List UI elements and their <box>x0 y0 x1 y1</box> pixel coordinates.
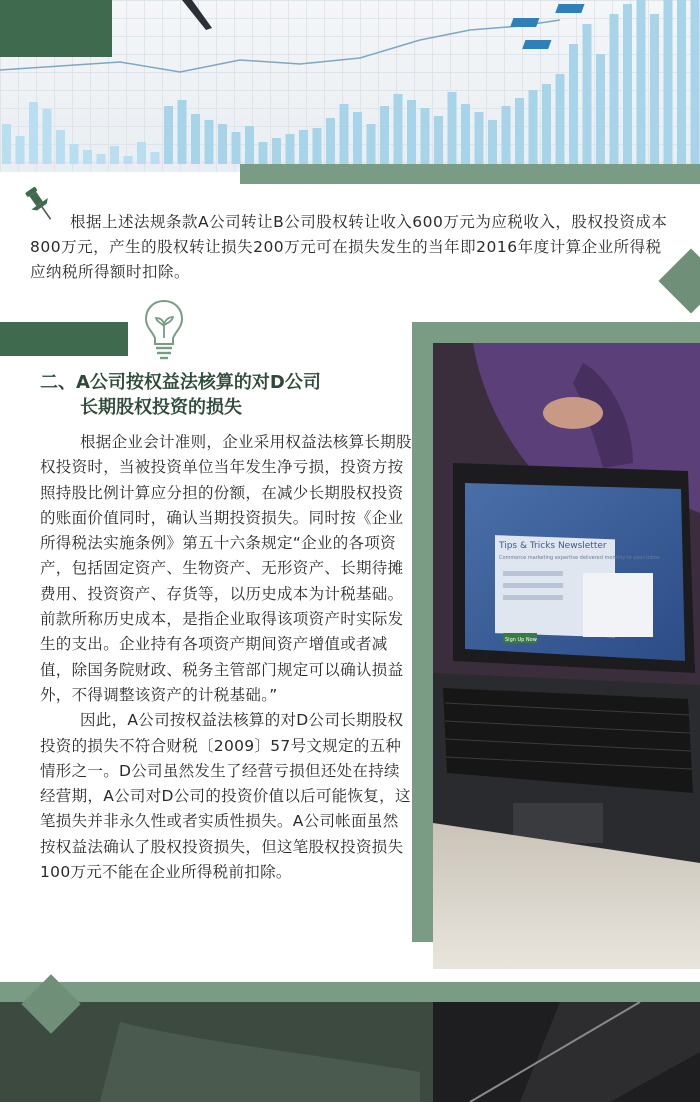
banner-bar <box>623 4 632 164</box>
banner-bar <box>434 116 443 164</box>
banner-bar <box>205 120 214 164</box>
banner-bar <box>137 142 146 164</box>
body-paragraph-1: 根据企业会计准则，企业采用权益法核算长期股权投资时，当被投资单位当年发生净亏损，投资方按照持股比例计算应分担的份额，在减少长期股权投资的账面价值同时，确认当期投资损失。同时按《企业所得税法实施条例》第五十六条规定“企业的各项资产，包括固定资产、生物资产、无形资产、长期待摊费用、投资资产、存货等，以历史成本为计税基础。前款所称历史成本，是指企业取得该项资产时实际发生的支出。企业持有各项资产期间资产增值或者减值，除国务院财政、税务主管部门规定可以确认损益外，不得调整该资产的计税基础。” <box>40 433 412 704</box>
banner-bar <box>691 0 700 164</box>
banner-bar <box>610 14 619 164</box>
banner-bar <box>218 124 227 164</box>
banner-bar <box>56 130 65 164</box>
banner-bar <box>407 100 416 164</box>
banner-bar <box>232 132 241 164</box>
banner-bar <box>664 0 673 164</box>
banner-bar <box>340 104 349 164</box>
banner-bar <box>677 0 686 164</box>
intro-paragraph: 根据上述法规条款A公司转让B公司股权转让收入600万元为应税收入，股权投资成本800万元，产生的股权转让损失200万元可在损失发生的当年即2016年度计算企业所得税应纳税所得额时扣除。 <box>30 213 668 281</box>
banner-bar <box>569 44 578 164</box>
banner-bar <box>515 98 524 164</box>
banner-arrow-mark <box>522 40 551 49</box>
section-body <box>40 430 412 885</box>
banner-bar <box>83 150 92 164</box>
banner-bar <box>380 106 389 164</box>
pen-graphic <box>160 0 240 30</box>
body-paragraph-2: 因此，A公司按权益法核算的对D公司长期股权投资的损失不符合财税〔2009〕57号文规定的五种情形之一。D公司虽然发生了经营亏损但还处在持续经营期，A公司对D公司的投资价值以后可能恢复，这笔损失并非永久性或者实质性损失。A公司帐面虽然按权益法确认了股权投资损失，但这笔股权投资损失100万元不能在企业所得税前扣除。 <box>40 711 411 882</box>
banner-bar <box>245 126 254 164</box>
banner-bar <box>326 118 335 164</box>
banner-bar <box>448 92 457 164</box>
section-heading-line2: 长期股权投资的损失 <box>80 397 242 418</box>
screen-button-label: Sign Up Now <box>505 637 537 643</box>
banner-bar <box>164 106 173 164</box>
top-green-strip <box>240 164 700 184</box>
banner-bar <box>488 120 497 164</box>
banner-bar <box>353 112 362 164</box>
section-green-block <box>0 322 128 356</box>
section-heading-line1: 二、A公司按权益法核算的对D公司 <box>40 372 321 393</box>
bottom-green-strip <box>0 982 700 1002</box>
banner-bar <box>110 146 119 164</box>
banner-bar <box>286 134 295 164</box>
laptop-photo <box>433 343 700 969</box>
banner-bar <box>529 90 538 164</box>
banner-bar <box>461 104 470 164</box>
banner-bar <box>191 114 200 164</box>
top-green-block <box>0 0 112 57</box>
banner-bar <box>124 156 133 164</box>
screen-subtitle: Commerce marketing expertise delivered monthly to your inbox <box>499 555 660 561</box>
banner-bar <box>70 144 79 164</box>
banner-bar <box>43 109 52 164</box>
banner-bar <box>151 152 160 164</box>
banner-bar <box>313 128 322 164</box>
banner-bar <box>542 84 551 164</box>
banner-arrow-mark <box>510 18 539 27</box>
banner-bar <box>421 108 430 164</box>
banner-bar <box>583 24 592 164</box>
banner-bar <box>299 130 308 164</box>
banner-bar <box>394 94 403 164</box>
banner-bar <box>259 142 268 164</box>
banner-bar <box>637 0 646 164</box>
banner-arrow-mark <box>555 4 584 13</box>
banner-bar <box>97 154 106 164</box>
banner-bar <box>650 14 659 164</box>
banner-bar <box>367 124 376 164</box>
banner-bar <box>272 138 281 164</box>
banner-bar <box>596 54 605 164</box>
lightbulb-icon <box>143 298 185 362</box>
screen-title: Tips & Tricks Newsletter <box>499 541 607 551</box>
banner-bar <box>16 136 25 164</box>
section-heading <box>40 370 400 420</box>
banner-bar <box>29 102 38 164</box>
banner-bar <box>556 74 565 164</box>
banner-bar <box>2 124 11 164</box>
banner-bar <box>502 106 511 164</box>
banner-bar <box>178 100 187 164</box>
banner-bar <box>475 112 484 164</box>
